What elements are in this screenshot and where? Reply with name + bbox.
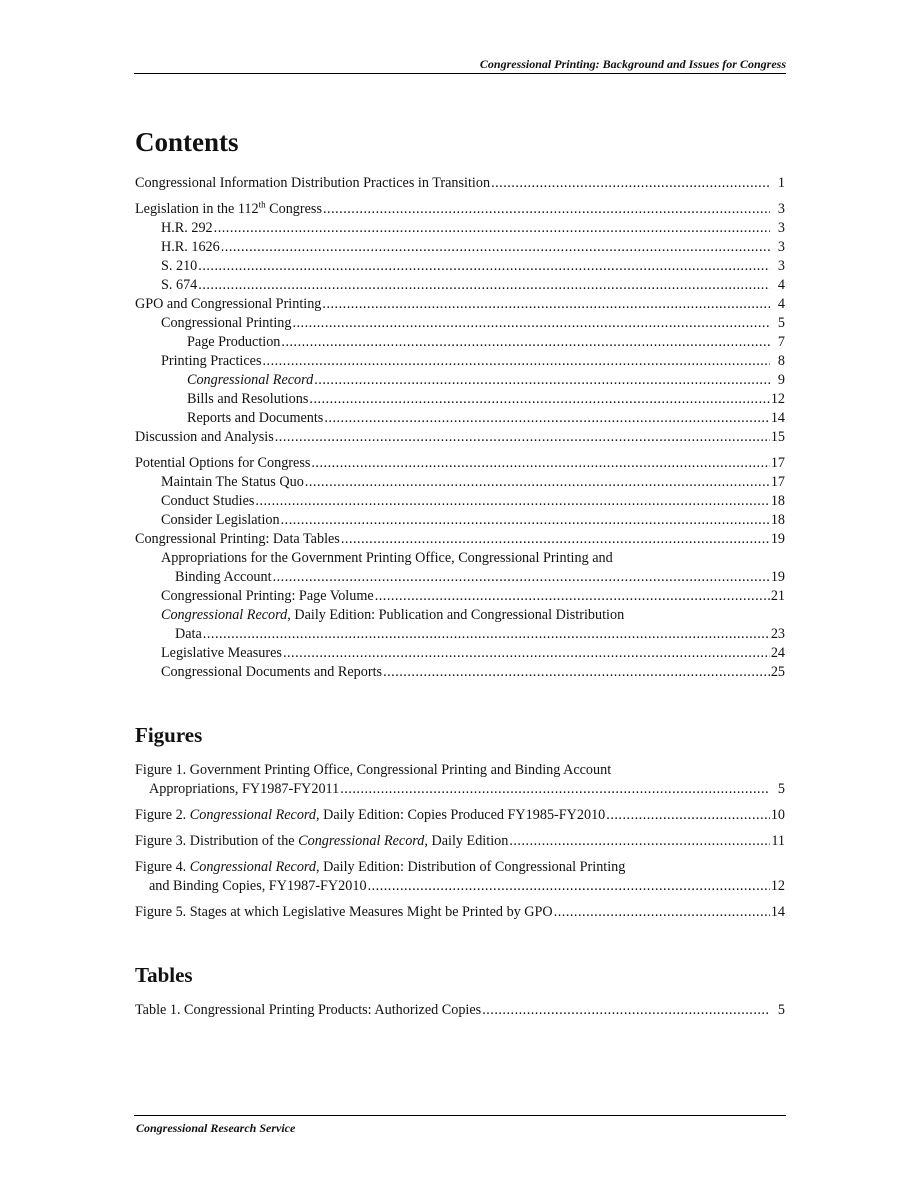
toc-entry[interactable]: Congressional Printing ..... 5 (135, 314, 785, 333)
toc-entry[interactable]: Legislation in the 112th Congress ..... 3 (135, 200, 785, 219)
figures-heading: Figures (135, 723, 203, 747)
toc-entry[interactable]: H.R. 1626 ..... 3 (135, 238, 785, 257)
table-entry[interactable]: Table 1. Congressional Printing Products: Authorized Copies ..... 5 (135, 1001, 785, 1020)
figure-entry[interactable]: Figure 1. Government Printing Office, Congressional Printing and Binding Account Appropriations, FY1987-FY2011 ..... 5 (135, 761, 785, 799)
toc-entry[interactable]: Discussion and Analysis ..... 15 (135, 428, 785, 447)
toc-entry[interactable]: Congressional Record, Daily Edition: Publication and Congressional Distribution Data ..... 23 (135, 606, 785, 644)
toc-entry[interactable]: S. 674 ..... 4 (135, 276, 785, 295)
toc-entry[interactable]: Conduct Studies ..... 18 (135, 492, 785, 511)
toc-entry[interactable]: GPO and Congressional Printing ..... 4 (135, 295, 785, 314)
toc-entry[interactable]: Appropriations for the Government Printing Office, Congressional Printing and Binding Account ..... 19 (135, 549, 785, 587)
figure-entry[interactable]: Figure 3. Distribution of the Congressional Record, Daily Edition ..... 11 (135, 832, 785, 851)
toc-entry[interactable]: Bills and Resolutions ..... 12 (135, 390, 785, 409)
toc-entry[interactable]: Potential Options for Congress ..... 17 (135, 454, 785, 473)
toc-entry[interactable]: Printing Practices ..... 8 (135, 352, 785, 371)
toc-entry[interactable]: Reports and Documents ..... 14 (135, 409, 785, 428)
running-header: Congressional Printing: Background and Issues for Congress (479, 57, 786, 71)
toc-body (135, 125, 785, 1020)
toc-entry[interactable]: Congressional Printing: Data Tables ..... 19 (135, 530, 785, 549)
toc-entry[interactable]: H.R. 292 ..... 3 (135, 219, 785, 238)
contents-heading: Contents (135, 127, 239, 157)
toc-entry[interactable]: Maintain The Status Quo ..... 17 (135, 473, 785, 492)
figure-entry[interactable]: Figure 4. Congressional Record, Daily Edition: Distribution of Congressional Printing and Binding Copies, FY1987-FY2010 ..... 12 (135, 858, 785, 896)
toc-entry[interactable]: S. 210 ..... 3 (135, 257, 785, 276)
header-rule (134, 73, 786, 74)
toc-entry[interactable]: Congressional Printing: Page Volume ..... 21 (135, 587, 785, 606)
toc-entry[interactable]: Congressional Documents and Reports ..... 25 (135, 663, 785, 682)
toc-entry[interactable]: Consider Legislation ..... 18 (135, 511, 785, 530)
toc-entry[interactable]: Congressional Information Distribution Practices in Transition ..... 1 (135, 174, 785, 193)
tables-heading: Tables (135, 963, 193, 987)
toc-entry[interactable]: Page Production ..... 7 (135, 333, 785, 352)
toc-entry[interactable]: Congressional Record ..... 9 (135, 371, 785, 390)
footer-publisher: Congressional Research Service (136, 1121, 296, 1135)
toc-entry[interactable]: Legislative Measures ..... 24 (135, 644, 785, 663)
figure-entry[interactable]: Figure 2. Congressional Record, Daily Edition: Copies Produced FY1985-FY2010 ..... 10 (135, 806, 785, 825)
footer-rule (134, 1115, 786, 1116)
figure-entry[interactable]: Figure 5. Stages at which Legislative Measures Might be Printed by GPO ..... 14 (135, 903, 785, 922)
